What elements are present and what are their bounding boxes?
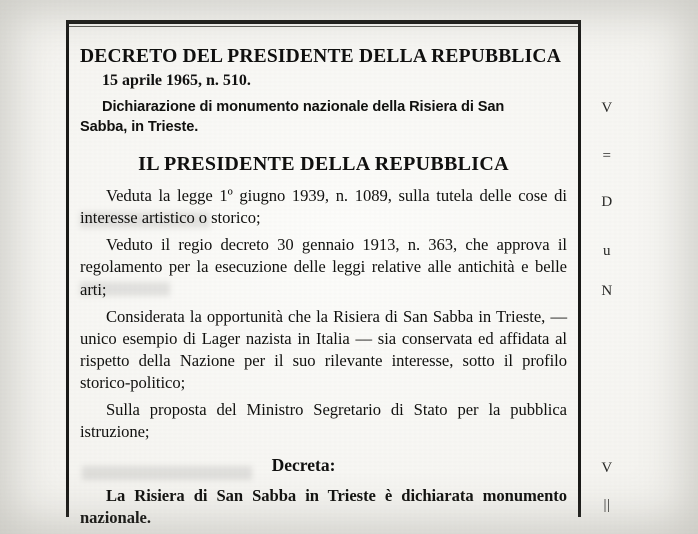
- document-title: DECRETO DEL PRESIDENTE DELLA REPUBBLICA: [80, 46, 561, 67]
- page-top-rule: [66, 20, 581, 24]
- margin-mark-4: u: [603, 243, 611, 259]
- document-summary-line-2: Sabba, in Trieste.: [80, 119, 199, 136]
- document-heading: IL PRESIDENTE DELLA REPUBBLICA: [138, 153, 509, 176]
- page-top-rule-secondary: [66, 26, 581, 27]
- document-paragraph: Veduto il regio decreto 30 gennaio 1913, n. 363, che approva il regolamento per la esecuzione delle leggi relative alle antichità e belle arti;: [80, 235, 567, 299]
- document-text-block: [66, 30, 581, 527]
- decreta-label: Decreta:: [271, 454, 336, 475]
- document-closing-paragraph: La Risiera di San Sabba in Trieste è dichiarata monumento nazionale.: [80, 485, 567, 527]
- page-corner-tick: [70, 20, 80, 23]
- document-paragraph: Sulla proposta del Ministro Segretario di Stato per la pubblica istruzione;: [80, 399, 567, 441]
- margin-mark-2: =: [602, 148, 612, 164]
- document-paragraph: Veduta la legge 1º giugno 1939, n. 1089, sulla tutela delle cose di interesse artistico o storico;: [80, 186, 567, 228]
- document-paragraph: Considerata la opportunità che la Risiera di San Sabba in Trieste, — unico esempio di Lager nazista in Italia — sia conservata ed affidata al rispetto della Nazione per il suo rilevante interesse, sotto il profilo storico-politico;: [80, 306, 567, 392]
- margin-mark-3: D: [601, 194, 613, 210]
- margin-mark-1: V: [601, 100, 613, 116]
- margin-annotations: [592, 60, 632, 513]
- margin-mark-7: ||: [603, 497, 611, 513]
- document-subtitle: 15 aprile 1965, n. 510.: [102, 72, 251, 89]
- document-summary-line-1: Dichiarazione di monumento nazionale della Risiera di San: [102, 99, 505, 115]
- document-summary: [80, 97, 567, 137]
- margin-mark-6: V: [601, 460, 613, 476]
- margin-mark-5: N: [601, 283, 613, 299]
